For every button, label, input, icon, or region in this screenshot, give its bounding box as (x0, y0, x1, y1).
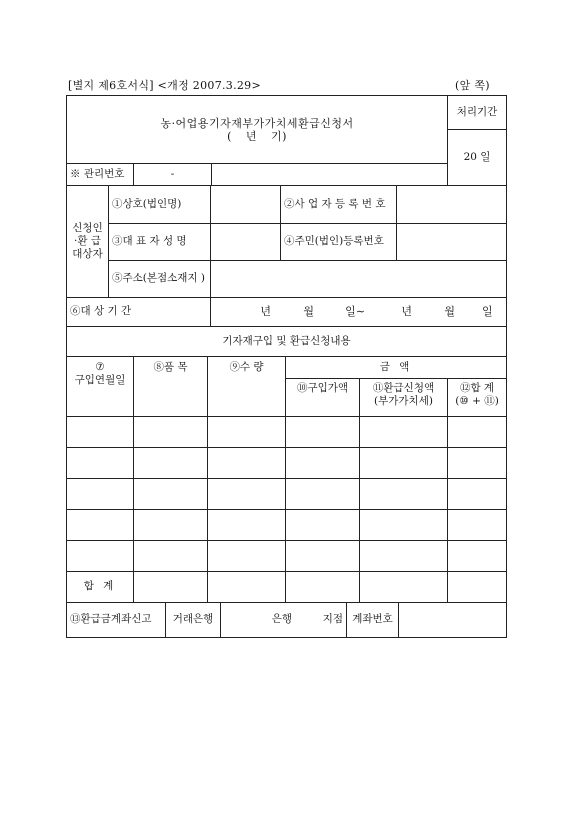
cell-item[interactable] (134, 416, 208, 447)
cell-item[interactable] (134, 478, 208, 509)
title-table (66, 95, 507, 186)
page-side: (앞 쪽) (455, 79, 490, 92)
resno-label: ④주민(법인)등록번호 (281, 223, 397, 260)
account-label: ⑬환급금계좌신고 (67, 603, 166, 638)
table-row (67, 509, 507, 540)
period-part: 월 (444, 305, 455, 319)
bank-unit: 은행 (271, 613, 293, 626)
col-date-num: ⑦ (95, 360, 105, 373)
processing-value: 20 일 (448, 130, 507, 186)
period-part: 일 (482, 305, 493, 319)
col-qty-header: ⑨수 량 (208, 356, 286, 416)
cell-refund[interactable] (360, 540, 448, 571)
cell-item[interactable] (134, 540, 208, 571)
cell-date[interactable] (67, 509, 134, 540)
col-total-sub: (⑩ + ⑪) (455, 394, 499, 407)
processing-label: 처리기간 (448, 96, 507, 130)
form-id: [별지 제6호서식] <개정 2007.3.29> (68, 79, 261, 92)
cell-date[interactable] (67, 447, 134, 478)
cell-qty[interactable] (208, 447, 286, 478)
addr-field[interactable] (211, 260, 507, 297)
cell-purchase[interactable] (286, 509, 360, 540)
name-field[interactable] (211, 186, 281, 223)
period-field[interactable] (211, 298, 507, 327)
name-label: ①상호(법인명) (109, 186, 211, 223)
col-refund-sub: (부가가치세) (374, 394, 433, 407)
cell-item[interactable] (134, 509, 208, 540)
account-table (66, 603, 507, 639)
table-row (67, 478, 507, 509)
mgmt-label: ※ 관리번호 (67, 164, 134, 186)
applicant-section-label: 신청인 ·환 급 대상자 (67, 186, 109, 297)
cell-purchase[interactable] (286, 416, 360, 447)
table-row (67, 540, 507, 571)
cell-qty[interactable] (208, 540, 286, 571)
acct-field[interactable] (399, 603, 507, 638)
cell-refund[interactable] (360, 478, 448, 509)
form-title: 농·어업용기자재부가가치세환급신청서 (160, 117, 354, 130)
cell-purchase[interactable] (286, 447, 360, 478)
col-refund-label: ⑪환급신청액 (372, 381, 435, 394)
rep-label: ③대 표 자 성 명 (109, 223, 211, 260)
total-refund[interactable] (360, 571, 448, 602)
cell-qty[interactable] (208, 509, 286, 540)
form-title-cell (67, 96, 448, 164)
rep-field[interactable] (211, 223, 281, 260)
period-part: 년 (401, 305, 412, 319)
col-item-header: ⑧품 목 (134, 356, 208, 416)
cell-total[interactable] (448, 540, 507, 571)
cell-total[interactable] (448, 416, 507, 447)
bank-field[interactable] (221, 603, 347, 638)
bizno-label: ②사 업 자 등 록 번 호 (281, 186, 397, 223)
period-part: 일∼ (345, 305, 365, 319)
period-part: 년 (260, 305, 271, 319)
applicant-table (66, 186, 507, 298)
mgmt-value: - (134, 164, 212, 186)
addr-label: ⑤주소(본점소재지 ) (109, 260, 211, 297)
form-title-period: ( 년 기) (227, 130, 287, 143)
total-label: 합 계 (67, 571, 134, 602)
period-label: ⑥대 상 기 간 (67, 298, 211, 327)
table-row (67, 416, 507, 447)
mgmt-blank (212, 164, 448, 186)
period-table (66, 298, 507, 328)
total-purchase[interactable] (286, 571, 360, 602)
cell-qty[interactable] (208, 478, 286, 509)
cell-refund[interactable] (360, 416, 448, 447)
total-item (134, 571, 208, 602)
refund-application-form (66, 95, 506, 638)
period-part: 월 (303, 305, 314, 319)
total-total[interactable] (448, 571, 507, 602)
cell-purchase[interactable] (286, 478, 360, 509)
cell-refund[interactable] (360, 509, 448, 540)
col-date-label: 구입연월일 (74, 373, 126, 386)
cell-date[interactable] (67, 416, 134, 447)
cell-purchase[interactable] (286, 540, 360, 571)
col-date-header (67, 356, 134, 416)
cell-total[interactable] (448, 509, 507, 540)
total-row (67, 571, 507, 602)
table-row (67, 447, 507, 478)
cell-date[interactable] (67, 478, 134, 509)
resno-field[interactable] (397, 223, 507, 260)
cell-total[interactable] (448, 447, 507, 478)
col-amount-header: 금 액 (286, 356, 507, 378)
items-section-title: 기자재구입 및 환급신청내용 (67, 327, 507, 356)
acct-label: 계좌번호 (347, 603, 399, 638)
total-qty[interactable] (208, 571, 286, 602)
col-purchase-header: ⑩구입가액 (286, 378, 360, 416)
bizno-field[interactable] (397, 186, 507, 223)
branch-unit: 지점 (322, 613, 343, 626)
cell-total[interactable] (448, 478, 507, 509)
cell-refund[interactable] (360, 447, 448, 478)
cell-qty[interactable] (208, 416, 286, 447)
cell-item[interactable] (134, 447, 208, 478)
col-refund-header (360, 378, 448, 416)
col-total-header (448, 378, 507, 416)
items-table (66, 327, 507, 603)
cell-date[interactable] (67, 540, 134, 571)
col-total-label: ⑫합 계 (459, 381, 495, 394)
bank-label: 거래은행 (166, 603, 221, 638)
